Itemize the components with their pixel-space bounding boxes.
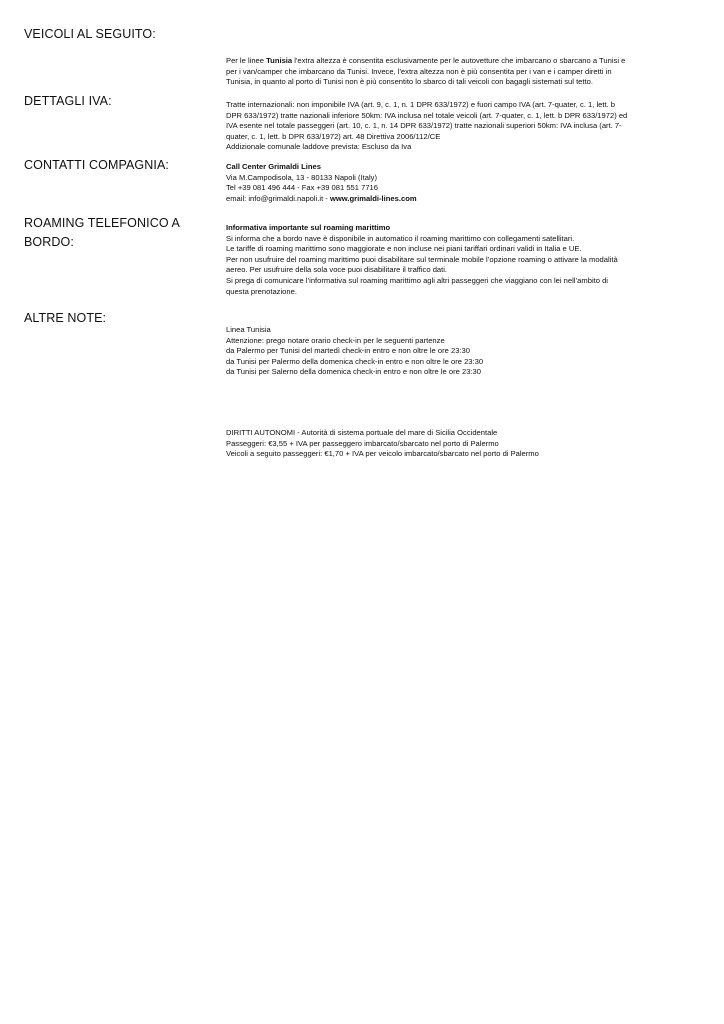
section-label-contatti: CONTATTI COMPAGNIA: (24, 158, 169, 172)
note-line-2: Attenzione: prego notare orario check-in per le seguenti partenze (226, 335, 445, 345)
iva-line-1: Tratte internazionali: non imponibile IVA (art. 9, c. 1, n. 1 DPR 633/1972) e fuori campo IVA (art. 7-quater, c. 1, lett. b (226, 100, 616, 109)
section-body-veicoli (226, 56, 700, 88)
veicoli-line-1-post: l'extra altezza è consentita esclusivamente per le autovetture che imbarcano o sbarcano a Tunisi e (292, 56, 626, 65)
diritti-heading: DIRITTI AUTONOMI (226, 428, 296, 437)
iva-line-4: quater, c. 1, lett. b DPR 633/1972) art. 48 Direttiva 2006/112/CE (226, 131, 441, 141)
diritti-authority: - Autorità di sistema portuale del mare di Sicilia Occidentale (295, 428, 498, 437)
contatti-email: email: info@grimaldi.napoli.it - (226, 193, 330, 203)
iva-line-5: Addizionale comunale laddove prevista: Escluso da Iva (226, 142, 412, 152)
roaming-line-3: Le tariffe di roaming marittimo sono maggiorate e non incluse nei piani tariffari ordinari validi in Italia e UE. (226, 244, 582, 254)
section-label-iva: DETTAGLI IVA: (24, 94, 112, 108)
contatti-email-web (226, 194, 700, 205)
roaming-line-2: Si informa che a bordo nave è disponibile in automatico il roaming marittimo con collegamenti satellitari. (226, 233, 575, 243)
section-body-iva (226, 100, 700, 153)
veicoli-line-2: per i van/camper che imbarcano da Tunisi. Invece, l'extra altezza non è più consentita per i van e i camper diretti in (226, 66, 612, 76)
veicoli-line-1-pre: Per le linee (226, 56, 267, 65)
section-label-veicoli: VEICOLI AL SEGUITO: (24, 27, 156, 41)
roaming-line-5: aereo. Per usufruire della sola voce puoi disabilitare il traffico dati. (226, 265, 448, 275)
section-body-contatti (226, 162, 700, 204)
veicoli-line-1 (226, 56, 700, 67)
diritti-line-2: Passeggeri: €3,55 + IVA per passeggero imbarcato/sbarcato nel porto di Palermo (226, 438, 499, 448)
diritti-line-1 (226, 428, 700, 439)
contatti-company-name: Call Center Grimaldi Lines (226, 162, 321, 171)
iva-line-3: IVA esente nel totale passeggeri (art. 10, c. 1, n. 14 DPR 633/1972) tratte nazionali superiori 50km: IVA inclusa (art. 7- (226, 121, 622, 131)
diritti-line-3: Veicoli a seguito passeggeri: €1,70 + IVA per veicolo imbarcato/sbarcato nel porto di Palermo (226, 449, 539, 459)
note-line-1: Linea Tunisia (226, 325, 271, 334)
veicoli-line-1-bold: Tunisia (266, 56, 293, 65)
contatti-address: Via M.Campodisola, 13 - 80133 Napoli (Italy) (226, 172, 377, 182)
iva-line-2: DPR 633/1972) tratte nazionali inferiore 50km: IVA inclusa nel totale veicoli (art. 7-quater, c. 1, lett. b DPR 633/1972) ed (226, 110, 628, 120)
section-body-diritti (226, 428, 700, 460)
roaming-line-4: Per non usufruire del roaming marittimo puoi disabilitare sul terminale mobile l’opzione roaming o attivare la modalità (226, 254, 618, 264)
section-label-roaming: ROAMING TELEFONICO A BORDO: (24, 216, 180, 249)
section-body-roaming (226, 223, 700, 297)
roaming-line-6: Si prega di comunicare l’informativa sul roaming marittimo agli altri passeggeri che viaggiano con lei nell’ambito di (226, 275, 608, 285)
roaming-heading: Informativa importante sul roaming marittimo (226, 223, 391, 232)
section-body-note (226, 325, 700, 378)
contatti-phone-fax: Tel +39 081 496 444 - Fax +39 081 551 7716 (226, 183, 378, 193)
veicoli-line-3: Tunisia, in quanto al porto di Tunisi non è più consentito lo sbarco di tali veicoli con bagagli sistemati sul tetto. (226, 77, 593, 87)
roaming-line-7: questa prenotazione. (226, 286, 297, 296)
note-line-4: da Tunisi per Palermo della domenica check-in entro e non oltre le ore 23:30 (226, 356, 484, 366)
note-line-3: da Palermo per Tunisi del martedì check-in entro e non oltre le ore 23:30 (226, 346, 470, 356)
note-line-5: da Tunisi per Salerno della domenica check-in entro e non oltre le ore 23:30 (226, 367, 481, 377)
contatti-website-link[interactable]: www.grimaldi-lines.com (329, 193, 417, 203)
section-label-note: ALTRE NOTE: (24, 311, 107, 325)
